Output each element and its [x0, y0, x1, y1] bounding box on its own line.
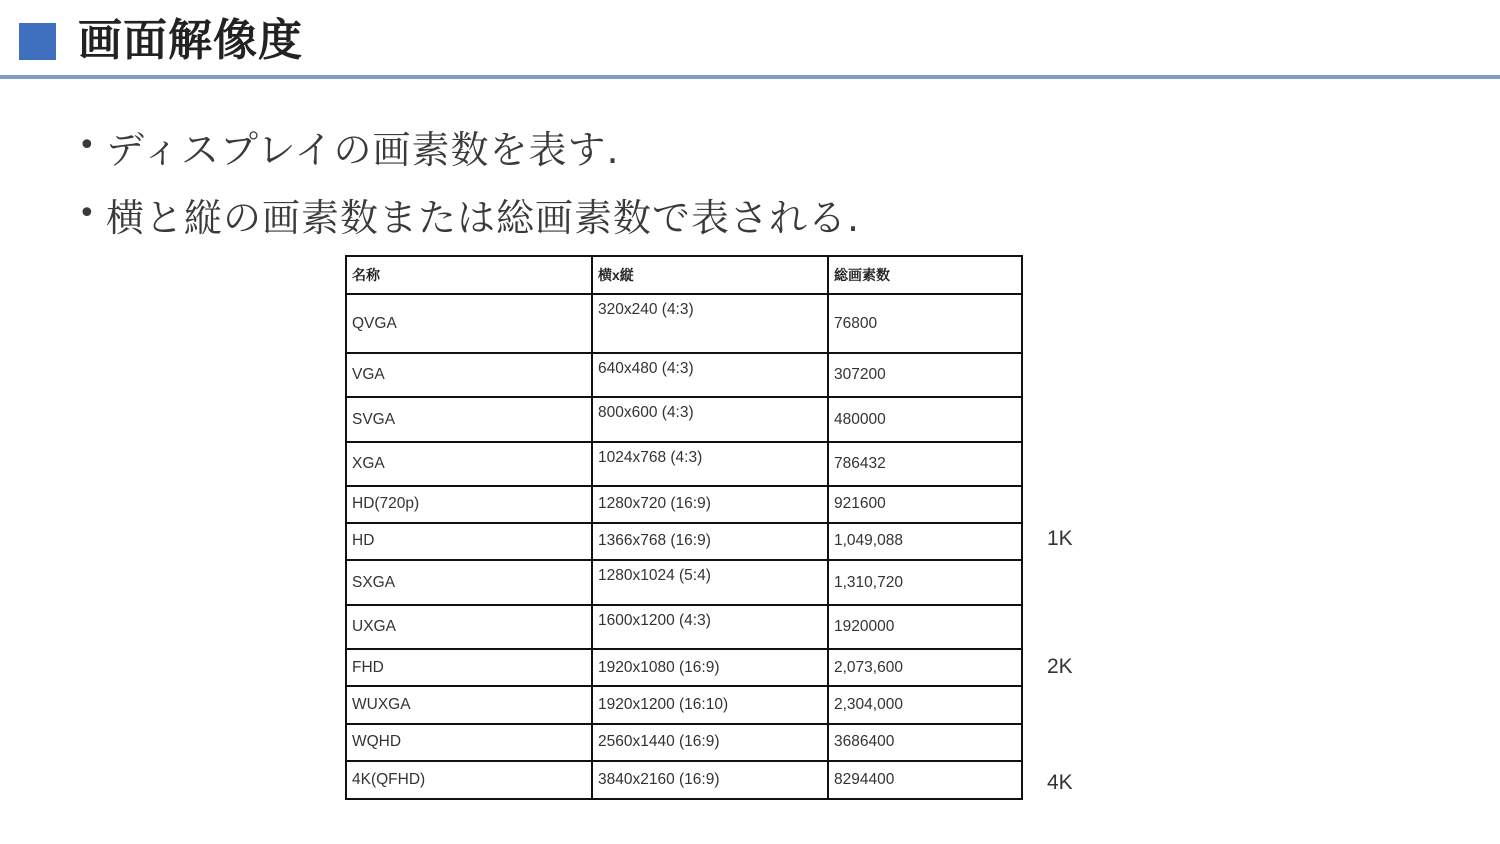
cell-size: 320x240 (4:3): [592, 294, 828, 353]
table-header-row: [346, 256, 1022, 294]
cell-pixels: 1,310,720: [828, 560, 1022, 605]
header-name: 名称: [346, 256, 592, 294]
table-row: [346, 486, 1022, 523]
cell-pixels: 307200: [828, 353, 1022, 397]
cell-size: 1280x1024 (5:4): [592, 560, 828, 605]
tier-label-1k: 1K: [1047, 527, 1073, 550]
cell-name: SVGA: [346, 397, 592, 441]
cell-size: 640x480 (4:3): [592, 353, 828, 397]
cell-size: 2560x1440 (16:9): [592, 724, 828, 761]
bullet-item: [78, 112, 1078, 180]
cell-pixels: 786432: [828, 442, 1022, 486]
cell-pixels: 1,049,088: [828, 523, 1022, 560]
title-square-icon: [19, 23, 56, 60]
cell-size: 1920x1200 (16:10): [592, 686, 828, 723]
cell-size: 3840x2160 (16:9): [592, 761, 828, 799]
bullet-dot-icon: •: [78, 128, 97, 163]
resolution-table: [345, 255, 1023, 800]
table-row: [346, 686, 1022, 723]
cell-size: 1920x1080 (16:9): [592, 649, 828, 686]
bullet-text: ディスプレイの画素数を表す.: [106, 127, 620, 172]
bullet-dot-icon: •: [78, 196, 97, 231]
cell-pixels: 76800: [828, 294, 1022, 353]
cell-size: 1280x720 (16:9): [592, 486, 828, 523]
cell-name: QVGA: [346, 294, 592, 353]
cell-pixels: 3686400: [828, 724, 1022, 761]
table-row: [346, 523, 1022, 560]
table-row: [346, 761, 1022, 799]
table-row: [346, 649, 1022, 686]
table-row: [346, 560, 1022, 605]
cell-size: 1600x1200 (4:3): [592, 605, 828, 649]
bullet-text: 横と縦の画素数または総画素数で表される.: [106, 195, 861, 240]
cell-pixels: 480000: [828, 397, 1022, 441]
slide-title: 画面解像度: [78, 15, 303, 66]
cell-pixels: 8294400: [828, 761, 1022, 799]
cell-name: 4K(QFHD): [346, 761, 592, 799]
cell-size: 1024x768 (4:3): [592, 442, 828, 486]
cell-pixels: 2,304,000: [828, 686, 1022, 723]
cell-size: 800x600 (4:3): [592, 397, 828, 441]
cell-name: HD: [346, 523, 592, 560]
cell-name: WUXGA: [346, 686, 592, 723]
header-pixels: 総画素数: [828, 256, 1022, 294]
cell-pixels: 921600: [828, 486, 1022, 523]
title-divider: [0, 75, 1500, 79]
table-row: [346, 724, 1022, 761]
cell-name: VGA: [346, 353, 592, 397]
cell-name: HD(720p): [346, 486, 592, 523]
bullet-item: [78, 180, 1078, 248]
cell-name: FHD: [346, 649, 592, 686]
cell-pixels: 1920000: [828, 605, 1022, 649]
cell-name: XGA: [346, 442, 592, 486]
cell-name: UXGA: [346, 605, 592, 649]
cell-pixels: 2,073,600: [828, 649, 1022, 686]
table-row: [346, 294, 1022, 353]
bullet-list: [78, 112, 1078, 248]
table-row: [346, 353, 1022, 397]
cell-name: WQHD: [346, 724, 592, 761]
cell-name: SXGA: [346, 560, 592, 605]
tier-label-4k: 4K: [1047, 771, 1073, 794]
cell-size: 1366x768 (16:9): [592, 523, 828, 560]
table-row: [346, 397, 1022, 441]
header-size: 横x縦: [592, 256, 828, 294]
table-row: [346, 605, 1022, 649]
tier-label-2k: 2K: [1047, 655, 1073, 678]
table-row: [346, 442, 1022, 486]
